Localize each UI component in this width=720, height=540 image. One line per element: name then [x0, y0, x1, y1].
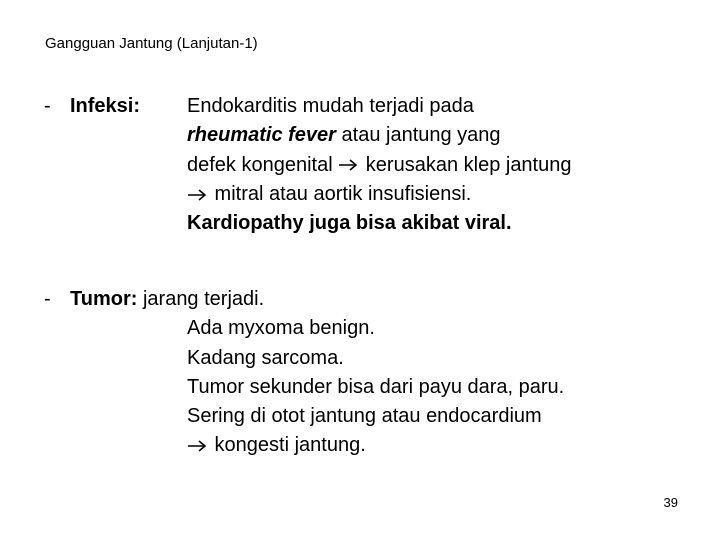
tumor-line-1 — [70, 285, 264, 314]
tumor-line-5 — [187, 402, 564, 431]
infeksi-bullet-dash: - — [44, 95, 51, 117]
right-arrow-icon — [338, 159, 360, 171]
tumor-line-6-text: kongesti jantung. — [209, 434, 366, 457]
tumor-line-3-text: Kadang sarcoma. — [187, 346, 344, 369]
infeksi-line-4 — [187, 180, 571, 209]
infeksi-line-5-text: Kardiopathy juga bisa akibat viral. — [187, 212, 512, 235]
infeksi-line-1 — [187, 92, 571, 121]
infeksi-term: Infeksi: — [70, 95, 141, 117]
tumor-text — [187, 314, 564, 460]
infeksi-line-5 — [187, 209, 571, 238]
page-number: 39 — [663, 495, 678, 510]
tumor-bullet-dash: - — [44, 288, 51, 310]
infeksi-line-3-text-b: kerusakan klep jantung — [360, 153, 572, 176]
infeksi-line-4-text: mitral atau aortik insufisiensi. — [209, 182, 472, 205]
tumor-line-2 — [187, 314, 564, 343]
tumor-line-3 — [187, 344, 564, 373]
slide-title: Gangguan Jantung (Lanjutan-1) — [45, 35, 258, 52]
tumor-line-1-text: jarang terjadi. — [137, 288, 265, 310]
tumor-term: Tumor: — [70, 288, 138, 310]
tumor-line-6 — [187, 431, 564, 460]
infeksi-line-3 — [187, 151, 571, 180]
tumor-line-4 — [187, 373, 564, 402]
tumor-line-4-text: Tumor sekunder bisa dari payu dara, paru. — [187, 375, 565, 398]
infeksi-line-1-text: Endokarditis mudah terjadi pada — [187, 95, 474, 117]
tumor-first-line — [70, 285, 264, 314]
infeksi-line-2-text: atau jantung yang — [335, 124, 501, 147]
tumor-line-5-text: Sering di otot jantung atau endocardium — [187, 405, 542, 428]
rheumatic-fever-term: rheumatic fever — [187, 124, 336, 147]
right-arrow-icon — [187, 440, 209, 452]
infeksi-line-2 — [187, 121, 571, 150]
tumor-line-2-text: Ada myxoma benign. — [187, 317, 375, 340]
infeksi-line-3-text-a: defek kongenital — [187, 153, 339, 176]
right-arrow-icon — [187, 189, 209, 201]
infeksi-text — [187, 92, 571, 238]
